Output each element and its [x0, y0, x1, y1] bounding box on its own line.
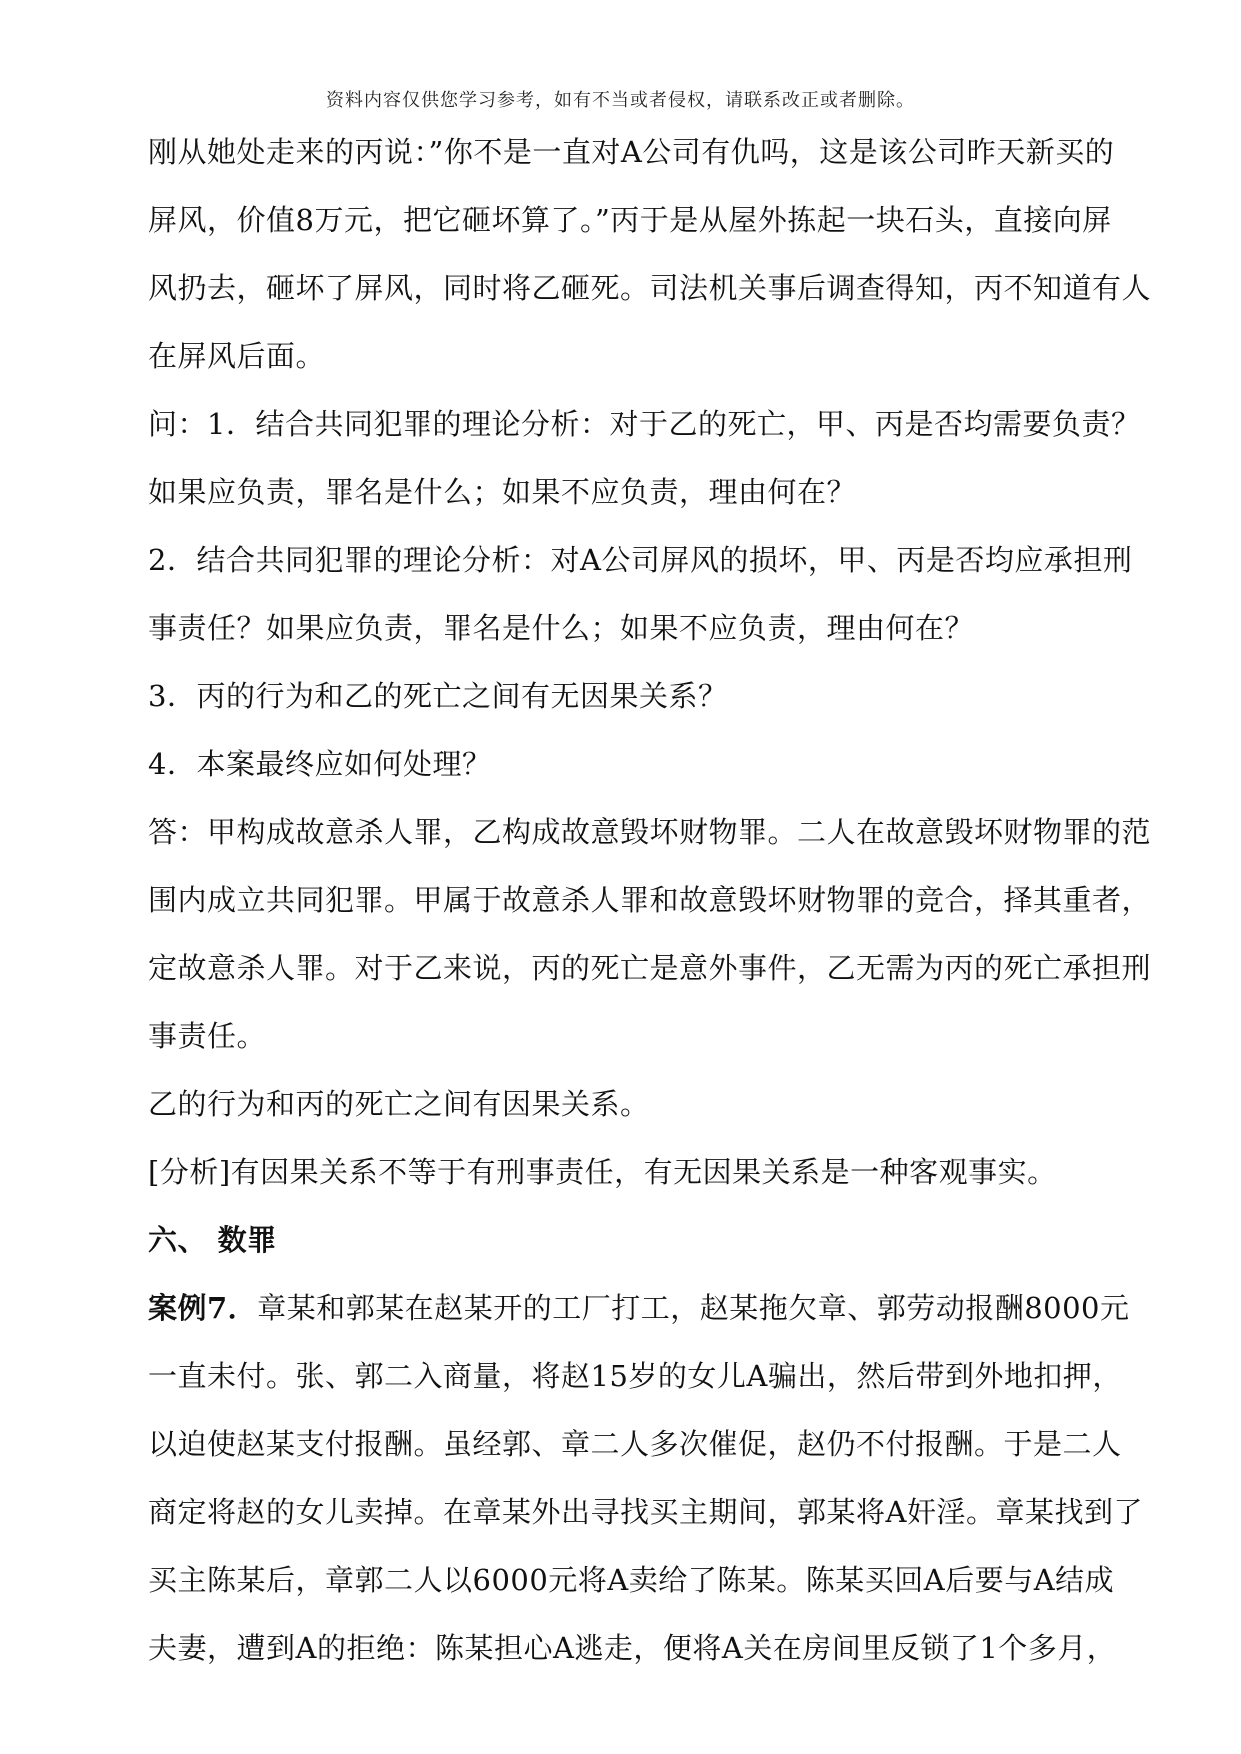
case-line-2: 一直未付。张、郭二入商量，将赵15岁的女儿A骗出，然后带到外地扣押， — [148, 1359, 1122, 1393]
answer-line-5: 乙的行为和丙的死亡之间有因果关系。 — [148, 1087, 650, 1121]
answer-line-3: 定故意杀人罪。对于乙来说，丙的死亡是意外事件，乙无需为丙的死亡承担刑 — [148, 951, 1152, 985]
answer-line-4: 事责任。 — [148, 1019, 267, 1053]
question-line-4: 事责任？如果应负责，罪名是什么；如果不应负责，理由何在？ — [148, 611, 975, 645]
body-line-2: 屏风，价值8万元，把它砸坏算了。”丙于是从屋外拣起一块石头，直接向屏 — [148, 203, 1112, 237]
case-line-1-text: 章某和郭某在赵某开的工厂打工，赵某拖欠章、郭劳动报酬8000元 — [257, 1291, 1130, 1325]
case-label: 案例7． — [148, 1291, 258, 1325]
question-line-1: 问：1．结合共同犯罪的理论分析：对于乙的死亡，甲、丙是否均需要负责？ — [148, 407, 1141, 441]
body-line-1: 刚从她处走来的丙说：”你不是一直对A公司有仇吗，这是该公司昨天新买的 — [148, 135, 1115, 169]
case-line-6: 夫妻，遭到A的拒绝：陈某担心A逃走，便将A关在房间里反锁了1个多月， — [148, 1631, 1117, 1665]
section-heading: 六、 数罪 — [148, 1223, 277, 1257]
case-line-4: 商定将赵的女儿卖掉。在章某外出寻找买主期间，郭某将A奸淫。章某找到了 — [148, 1495, 1143, 1529]
body-line-4: 在屏风后面。 — [148, 339, 326, 373]
analysis-line: [分析]有因果关系不等于有刑事责任，有无因果关系是一种客观事实。 — [148, 1155, 1057, 1189]
question-line-6: 4．本案最终应如何处理？ — [148, 747, 492, 781]
answer-line-2: 围内成立共同犯罪。甲属于故意杀人罪和故意毁坏财物罪的竞合，择其重者， — [148, 883, 1152, 917]
answer-line-1: 答：甲构成故意杀人罪，乙构成故意毁坏财物罪。二人在故意毁坏财物罪的范 — [148, 815, 1152, 849]
question-line-3: 2．结合共同犯罪的理论分析：对A公司屏风的损坏，甲、丙是否均应承担刑 — [148, 543, 1133, 577]
question-line-2: 如果应负责，罪名是什么；如果不应负责，理由何在？ — [148, 475, 857, 509]
question-line-5: 3．丙的行为和乙的死亡之间有无因果关系？ — [148, 679, 728, 713]
document-body — [148, 118, 1178, 1682]
body-line-3: 风扔去，砸坏了屏风，同时将乙砸死。司法机关事后调查得知，丙不知道有人 — [148, 271, 1152, 305]
page-header-disclaimer: 资料内容仅供您学习参考，如有不当或者侵权，请联系改正或者删除。 — [326, 90, 915, 111]
case-line-1 — [148, 1274, 1178, 1342]
case-line-5: 买主陈某后，章郭二人以6000元将A卖给了陈某。陈某买回A后要与A结成 — [148, 1563, 1115, 1597]
case-line-3: 以迫使赵某支付报酬。虽经郭、章二人多次催促，赵仍不付报酬。于是二人 — [148, 1427, 1122, 1461]
